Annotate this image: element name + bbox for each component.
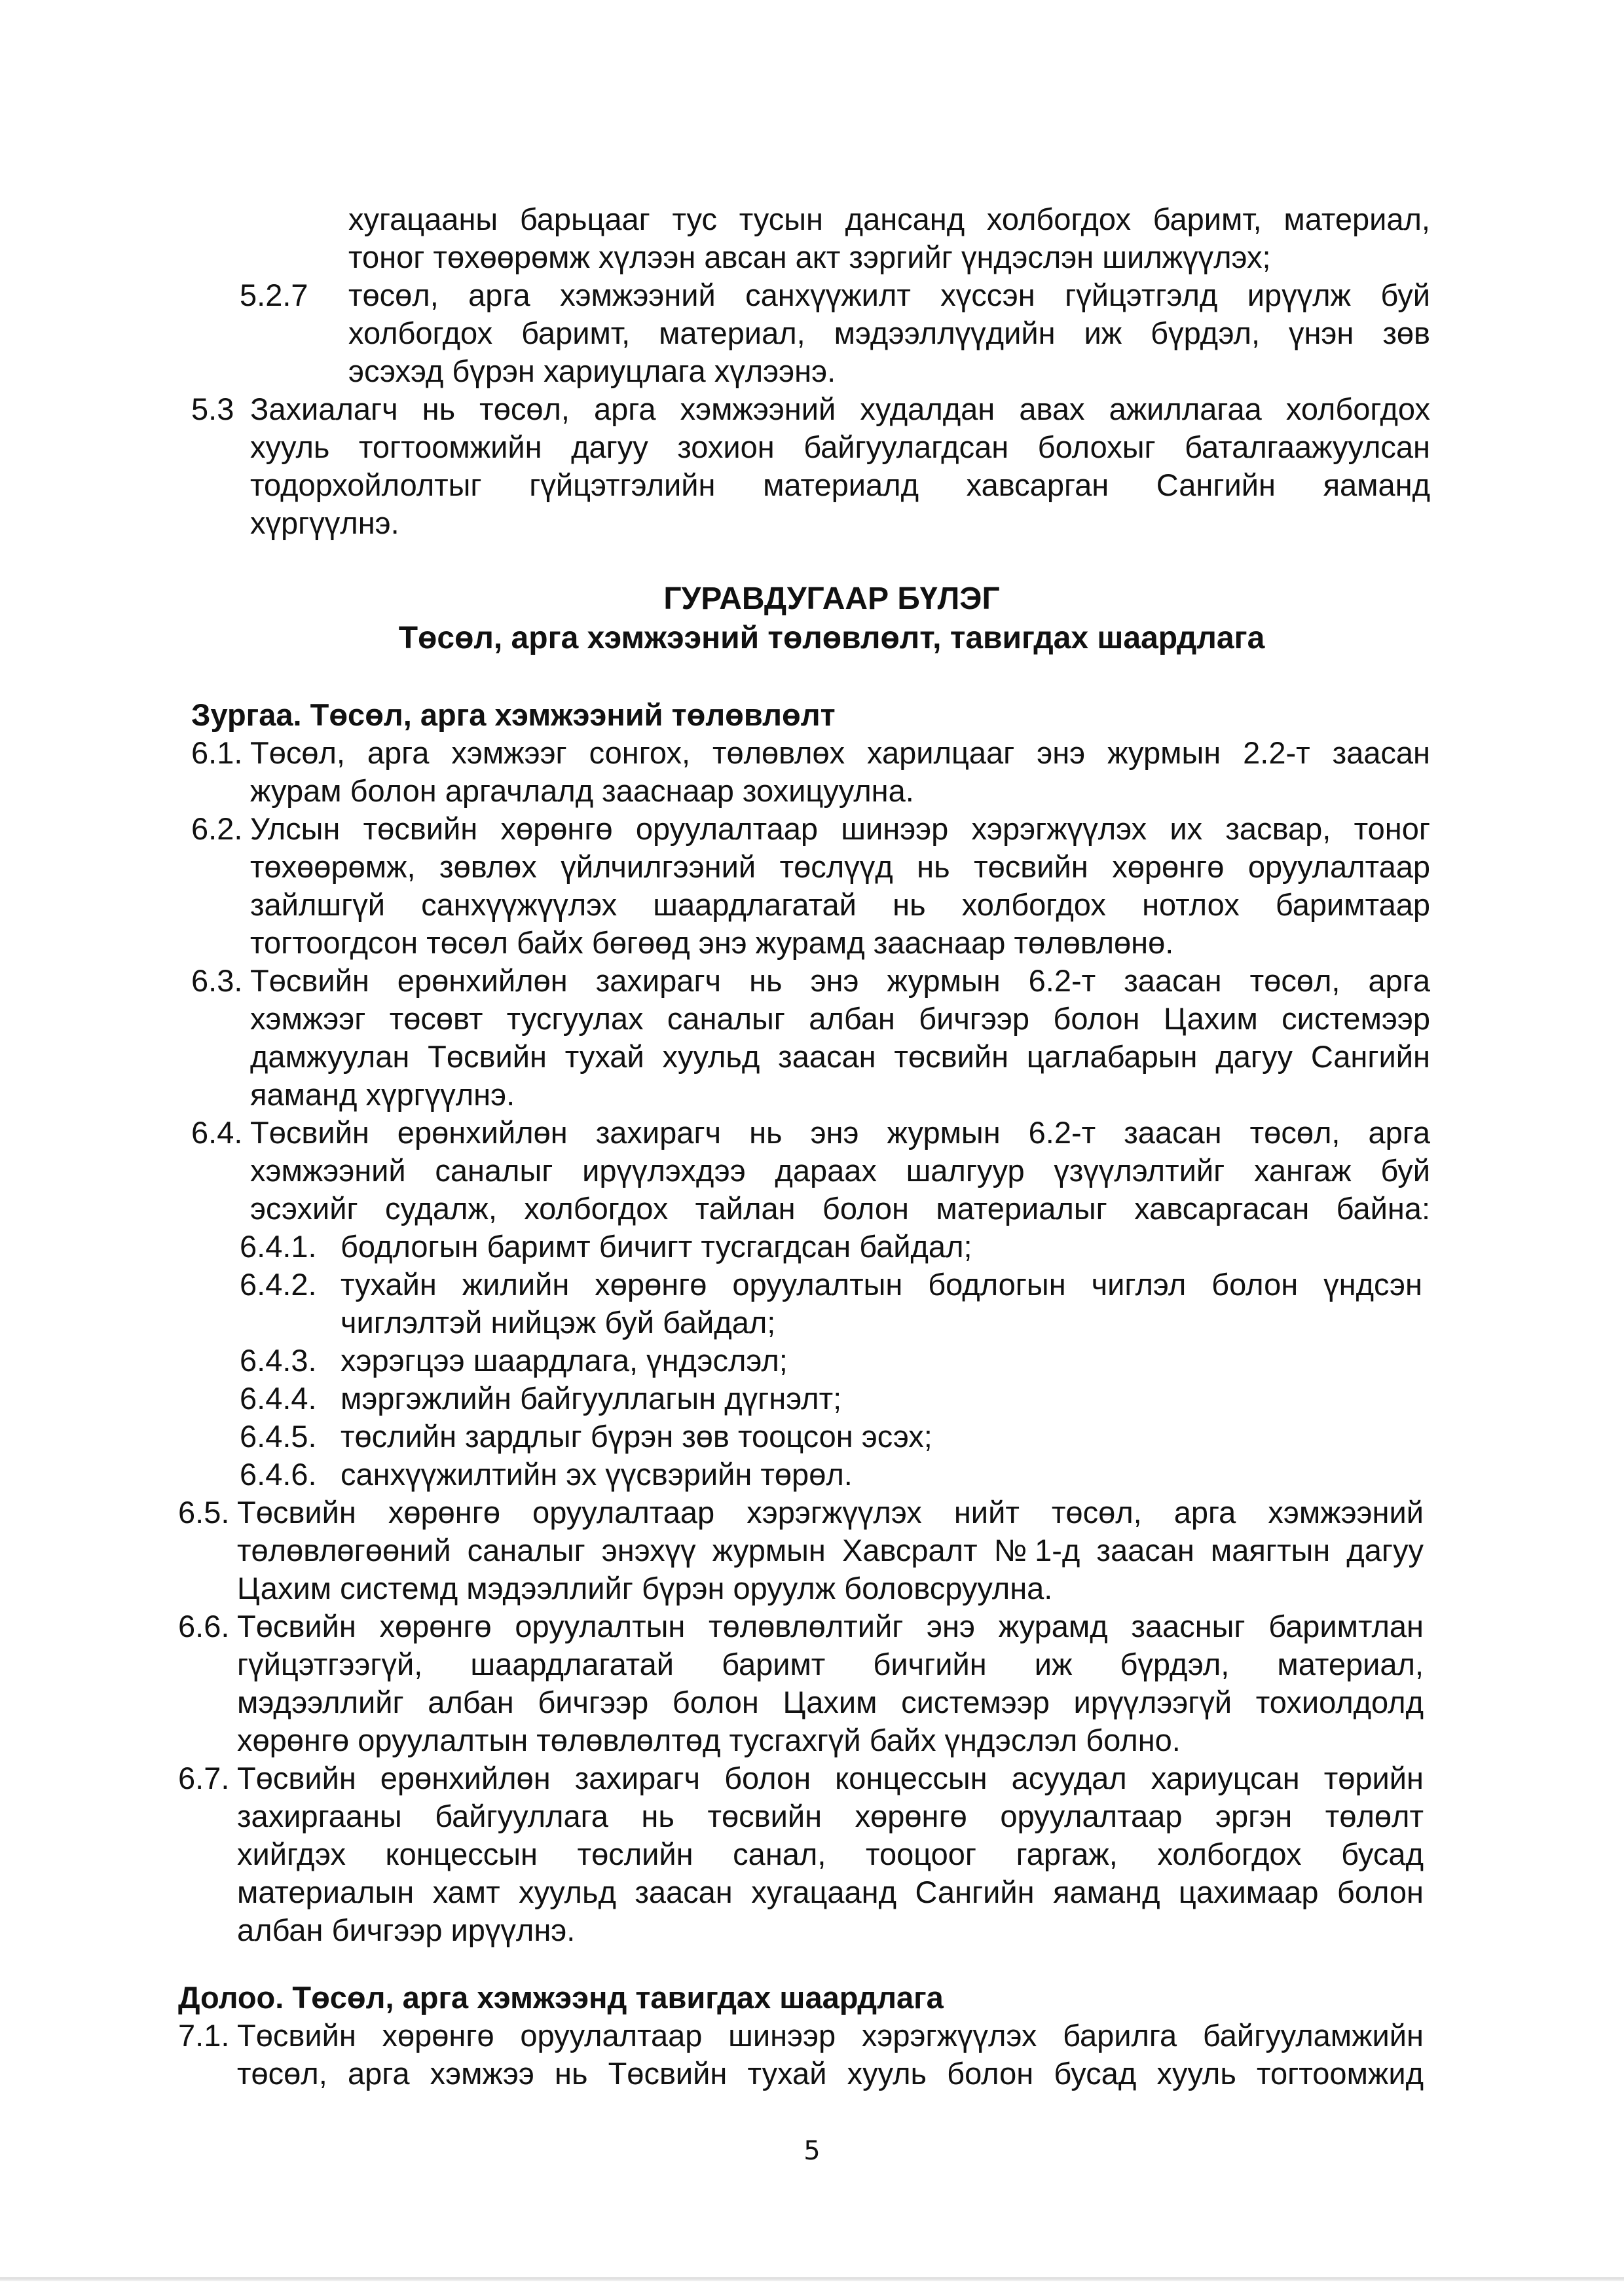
item-number: 6.2. bbox=[191, 811, 243, 846]
section-title: Долоо. Төсөл, арга хэмжээнд тавигдах шаардлага bbox=[178, 1980, 944, 2015]
paragraph-line: хөрөнгө оруулалтын төлөвлөлтөд тусгахгүй байх үндэслэл болно. bbox=[237, 1723, 1181, 1757]
paragraph-line: эсэхийг судалж, холбогдох тайлан болон материалыг хавсаргасан байна: bbox=[250, 1191, 1430, 1226]
paragraph-line: Төсвийн хөрөнгө оруулалтаар шинээр хэрэгжүүлэх барилга байгууламжийн bbox=[237, 2018, 1424, 2053]
subitem-number: 6.4.1. bbox=[240, 1229, 317, 1264]
item-number: 6.4. bbox=[191, 1115, 243, 1150]
paragraph-line: Цахим системд мэдээллийг бүрэн оруулж боловсруулна. bbox=[237, 1571, 1053, 1606]
paragraph-line: Төсвийн ерөнхийлөн захирагч нь энэ журмын 6.2-т заасан төсөл, арга bbox=[250, 963, 1430, 998]
item-number: 7.1. bbox=[178, 2018, 230, 2053]
paragraph-line: мэдээллийг албан бичгээр болон Цахим системээр ирүүлээгүй тохиолдолд bbox=[237, 1685, 1424, 1719]
item-number: 6.5. bbox=[178, 1495, 230, 1530]
paragraph-line: төсөл, арга хэмжээ нь Төсвийн тухай хууль болон бусад хууль тогтоомжид bbox=[237, 2056, 1424, 2091]
paragraph-line: хүргүүлнэ. bbox=[250, 505, 399, 540]
paragraph-line: албан бичгээр ирүүлнэ. bbox=[237, 1913, 576, 1947]
item-number: 5.2.7 bbox=[240, 278, 308, 312]
item-number: 6.3. bbox=[191, 963, 243, 998]
subitem-number: 6.4.6. bbox=[240, 1457, 317, 1492]
scan-edge-line bbox=[0, 2277, 1624, 2281]
paragraph-line: хийгдэх концессын төслийн санал, тооцоог гаргаж, холбогдох бусад bbox=[237, 1837, 1424, 1871]
paragraph-line: тоног төхөөрөмж хүлээн авсан акт зэргийг үндэслэн шилжүүлэх; bbox=[348, 240, 1271, 274]
paragraph-line: яаманд хүргүүлнэ. bbox=[250, 1077, 515, 1112]
paragraph-line: хэмжээний саналыг ирүүлэхдээ дараах шалгуур үзүүлэлтийг хангаж буй bbox=[250, 1153, 1430, 1188]
subitem-number: 6.4.4. bbox=[240, 1381, 317, 1416]
paragraph-line: зайлшгүй санхүүжүүлэх шаардлагатай нь холбогдох нотлох баримтаар bbox=[250, 887, 1430, 922]
paragraph-line: Улсын төсвийн хөрөнгө оруулалтаар шинээр хэрэгжүүлэх их засвар, тоног bbox=[250, 811, 1430, 846]
section-title: Зургаа. Төсөл, арга хэмжээний төлөвлөлт bbox=[191, 697, 836, 732]
subitem-line: мэргэжлийн байгууллагын дүгнэлт; bbox=[341, 1381, 842, 1416]
subitem-line: чиглэлтэй нийцэж буй байдал; bbox=[341, 1305, 776, 1340]
paragraph-line: журам болон аргачлалд зааснаар зохицуулна. bbox=[250, 773, 914, 808]
paragraph-line: төлөвлөгөөний саналыг энэхүү журмын Хавсралт №1-д заасан маягтын дагуу bbox=[237, 1533, 1424, 1568]
paragraph-line: Төсөл, арга хэмжээг сонгох, төлөвлөх харилцааг энэ журмын 2.2-т заасан bbox=[250, 735, 1430, 770]
subitem-number: 6.4.5. bbox=[240, 1419, 317, 1454]
paragraph-line: төхөөрөмж, зөвлөх үйлчилгээний төслүүд нь төсвийн хөрөнгө оруулалтаар bbox=[250, 849, 1430, 884]
paragraph-line: Төсвийн хөрөнгө оруулалтаар хэрэгжүүлэх нийт төсөл, арга хэмжээний bbox=[237, 1495, 1424, 1530]
item-number: 6.1. bbox=[191, 735, 243, 770]
paragraph-line: Төсвийн ерөнхийлөн захирагч болон концессын асуудал хариуцсан төрийн bbox=[237, 1761, 1424, 1795]
subitem-number: 6.4.2. bbox=[240, 1267, 317, 1302]
paragraph-line: хугацааны барьцааг тус тусын дансанд холбогдох баримт, материал, bbox=[348, 202, 1430, 236]
chapter-subtitle: Төсөл, арга хэмжээний төлөвлөлт, тавигдах шаардлага bbox=[398, 621, 1265, 655]
paragraph-line: тодорхойлолтыг гүйцэтгэлийн материалд хавсарган Сангийн яаманд bbox=[250, 468, 1430, 502]
paragraph-line: холбогдох баримт, материал, мэдээллүүдийн иж бүрдэл, үнэн зөв bbox=[348, 316, 1430, 350]
paragraph-line: Захиалагч нь төсөл, арга хэмжээний худалдан авах ажиллагаа холбогдох bbox=[250, 392, 1430, 426]
subitem-number: 6.4.3. bbox=[240, 1343, 317, 1378]
paragraph-line: хууль тогтоомжийн дагуу зохион байгуулагдсан болохыг баталгаажуулсан bbox=[250, 430, 1430, 464]
item-number: 5.3 bbox=[191, 392, 234, 426]
subitem-line: тухайн жилийн хөрөнгө оруулалтын бодлогын чиглэл болон үндсэн bbox=[341, 1267, 1422, 1302]
paragraph-line: дамжуулан Төсвийн тухай хуульд заасан төсвийн цаглабарын дагуу Сангийн bbox=[250, 1039, 1430, 1074]
paragraph-line: гүйцэтгээгүй, шаардлагатай баримт бичгийн иж бүрдэл, материал, bbox=[237, 1647, 1424, 1681]
page-number: 5 bbox=[803, 2136, 821, 2166]
paragraph-line: захиргааны байгууллага нь төсвийн хөрөнгө оруулалтаар эргэн төлөлт bbox=[237, 1799, 1424, 1833]
paragraph-line: материалын хамт хуульд заасан хугацаанд Сангийн яаманд цахимаар болон bbox=[237, 1875, 1424, 1909]
item-number: 6.7. bbox=[178, 1761, 230, 1795]
subitem-line: хэрэгцээ шаардлага, үндэслэл; bbox=[341, 1343, 788, 1378]
paragraph-line: эсэхэд бүрэн хариуцлага хүлээнэ. bbox=[348, 354, 836, 388]
subitem-line: бодлогын баримт бичигт тусгагдсан байдал; bbox=[341, 1229, 972, 1264]
paragraph-line: Төсвийн хөрөнгө оруулалтын төлөвлөлтийг энэ журамд заасныг баримтлан bbox=[237, 1609, 1424, 1643]
subitem-line: төслийн зардлыг бүрэн зөв тооцсон эсэх; bbox=[341, 1419, 932, 1454]
chapter-title: ГУРАВДУГААР БҮЛЭГ bbox=[663, 581, 1000, 616]
subitem-line: санхүүжилтийн эх үүсвэрийн төрөл. bbox=[341, 1457, 853, 1492]
paragraph-line: Төсвийн ерөнхийлөн захирагч нь энэ журмын 6.2-т заасан төсөл, арга bbox=[250, 1115, 1430, 1150]
item-number: 6.6. bbox=[178, 1609, 230, 1643]
paragraph-line: төсөл, арга хэмжээний санхүүжилт хүссэн гүйцэтгэлд ирүүлж буй bbox=[348, 278, 1430, 312]
paragraph-line: тогтоогдсон төсөл байх бөгөөд энэ журамд зааснаар төлөвлөнө. bbox=[250, 925, 1174, 960]
paragraph-line: хэмжээг төсөвт тусгуулах саналыг албан бичгээр болон Цахим системээр bbox=[250, 1001, 1430, 1036]
